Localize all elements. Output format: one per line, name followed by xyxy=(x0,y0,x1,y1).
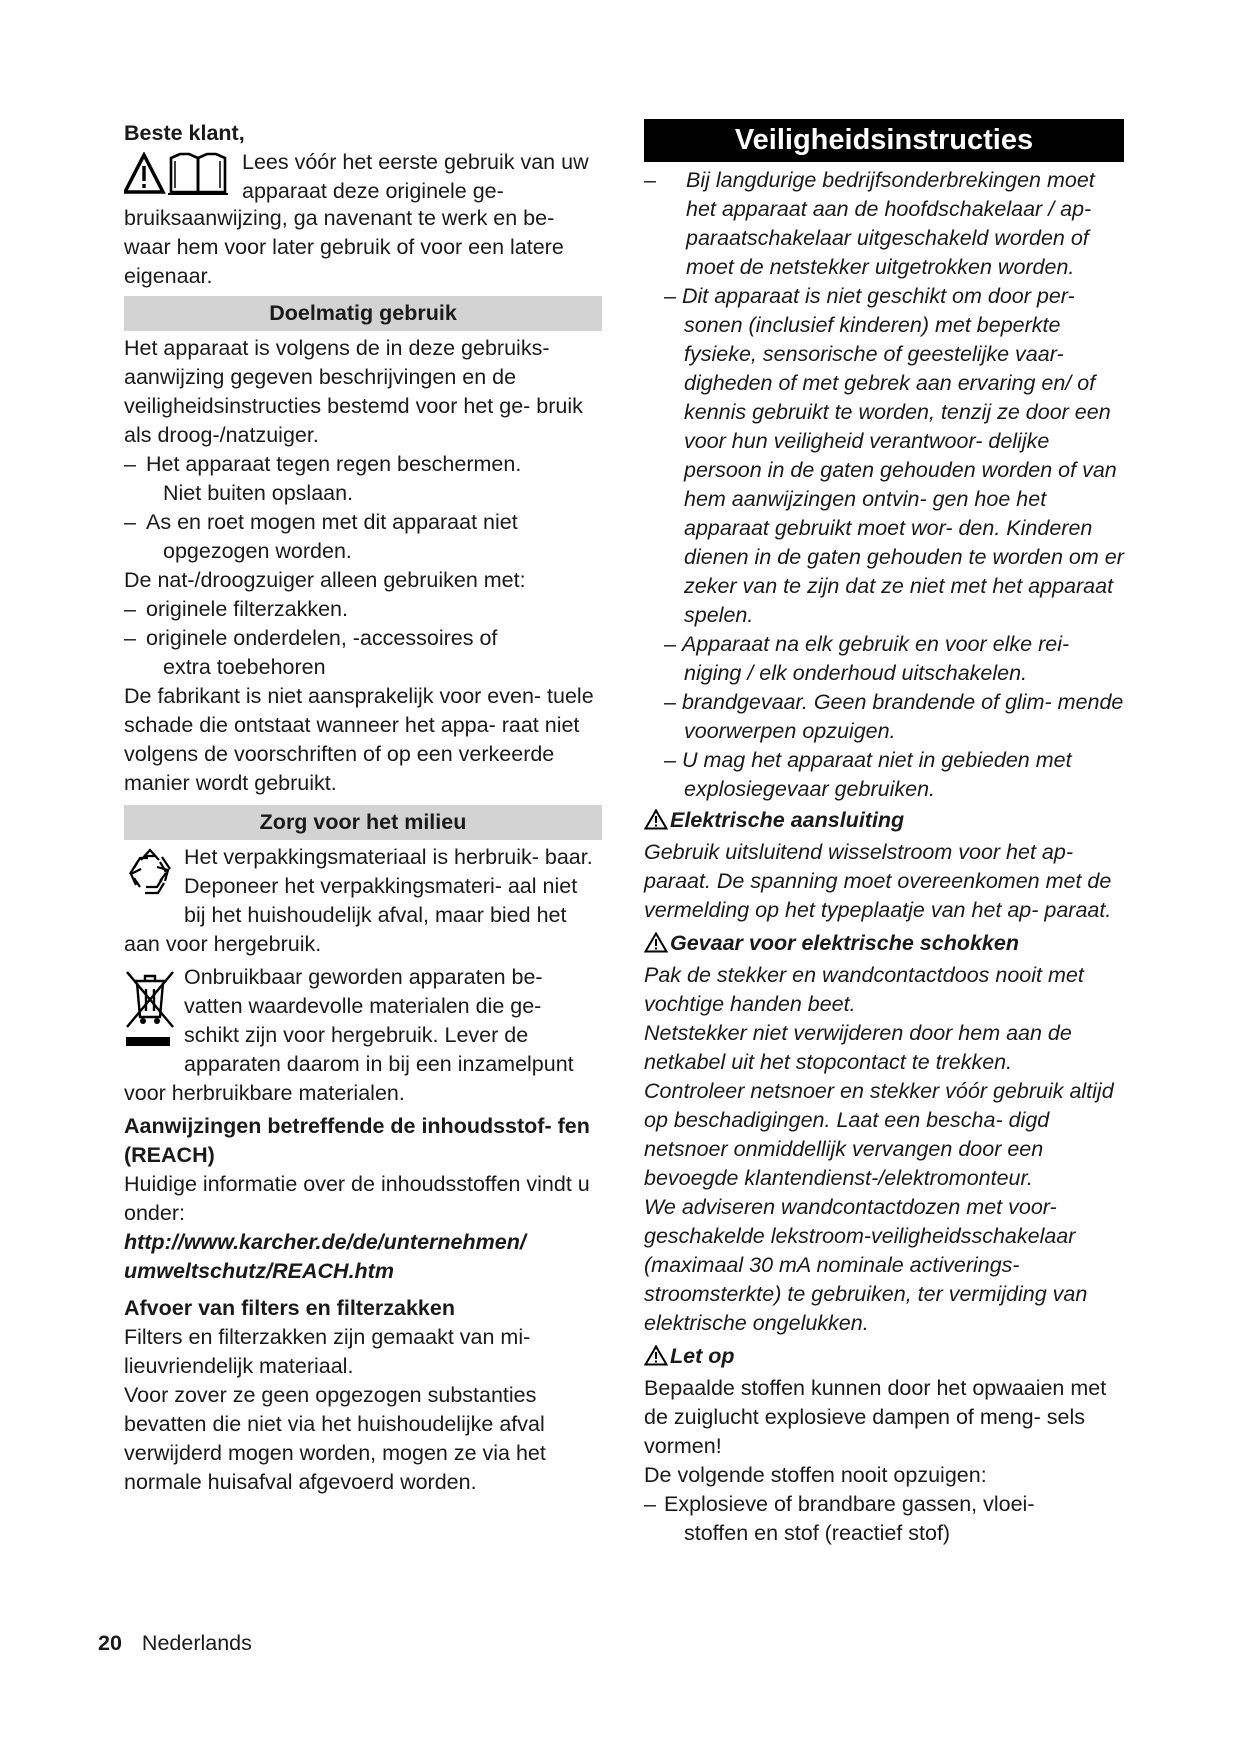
recycle-icon xyxy=(124,847,176,907)
reach-link[interactable]: http://www.karcher.de/de/unternehmen/ umweltschutz/REACH.htm xyxy=(124,1230,526,1283)
intro-text: Lees vóór het eerste gebruik van uw apparaat deze originele ge- xyxy=(242,150,589,203)
shock-text-2: Netstekker niet verwijderen door hem aan de netkabel uit het stopcontact te trekken. xyxy=(644,1021,1072,1074)
use-with-text: De nat-/droogzuiger alleen gebruiken met: xyxy=(124,568,526,592)
left-column xyxy=(124,119,602,1497)
weee-bin-icon xyxy=(124,969,176,1057)
electric-heading: Elektrische aansluiting xyxy=(644,806,1124,838)
list-item: – Het apparaat tegen regen beschermen. Niet buiten opslaan. xyxy=(124,452,522,505)
intro-block xyxy=(124,148,602,291)
list-item: – Bij langdurige bedrijfsonderbrekingen moet het apparaat aan de hoofdschakelaar / ap- paraatschakelaar uitgeschakeld worden of moet de netstekker uitgetrokken worden. xyxy=(644,168,1095,279)
reach-text: Huidige informatie over de inhoudsstoffen vindt u onder: xyxy=(124,1172,590,1225)
devices-block xyxy=(124,963,602,1108)
packaging-text: Het verpakkingsmateriaal is herbruik- baar. Deponeer het verpakkingsmateri- aal niet bij het huishoudelijk afval, maar bied het aan voor hergebruik. xyxy=(124,845,593,956)
shock-text-4: We adviseren wandcontactdozen met voor- geschakelde lekstroom-veiligheidsschakelaar (maximaal 30 mA nominale activerings- stroomsterkte) te gebruiken, ter vermijding van elektrische ongelukken. xyxy=(644,1195,1088,1335)
footer-language: Nederlands xyxy=(141,1631,252,1655)
list-item: – brandgevaar. Geen brandende of glim- mende voorwerpen opzuigen. xyxy=(664,690,1124,743)
shock-text-3: Controleer netsnoer en stekker vóór gebruik altijd op beschadigingen. Laat een bescha- digd netsnoer onmiddellijk vervangen door een bevoegde klantendienst-/elektromonteur. xyxy=(644,1079,1114,1190)
right-column xyxy=(644,119,1124,1548)
warning-icon xyxy=(644,1345,668,1374)
list-item: – originele onderdelen, -accessoires of extra toebehoren xyxy=(124,626,498,679)
intro-text-rest: bruiksaanwijzing, ga navenant te werk en be- waar hem voor later gebruik of voor een latere eigenaar. xyxy=(124,206,564,288)
section-header-intended-use: Doelmatig gebruik xyxy=(124,296,602,331)
shock-heading: Gevaar voor elektrische schokken xyxy=(644,929,1124,961)
packaging-block xyxy=(124,843,602,959)
filters-text-1: Filters en filterzakken zijn gemaakt van mi- lieuvriendelijk materiaal. xyxy=(124,1325,531,1378)
filters-heading: Afvoer van filters en filterzakken xyxy=(124,1296,455,1320)
caution-text-2: De volgende stoffen nooit opzuigen: xyxy=(644,1463,987,1487)
warning-icon xyxy=(644,932,668,961)
safety-list xyxy=(644,166,1124,804)
warning-icon xyxy=(644,809,668,838)
reach-heading: Aanwijzingen betreffende de inhoudsstof- fen (REACH) xyxy=(124,1114,590,1167)
shock-text-1: Pak de stekker en wandcontactdoos nooit met vochtige handen beet. xyxy=(644,963,1084,1016)
liability-text: De fabrikant is niet aansprakelijk voor even- tuele schade die ontstaat wanneer het appa- raat niet volgens de voorschriften of op een verkeerde manier wordt gebruikt. xyxy=(124,684,594,795)
warning-manual-icon xyxy=(124,152,234,204)
list-item: – Apparaat na elk gebruik en voor elke rei- niging / elk onderhoud uitschakelen. xyxy=(664,632,1070,685)
page-footer xyxy=(98,1629,252,1658)
list-item: – U mag het apparaat niet in gebieden met explosiegevaar gebruiken. xyxy=(664,748,1072,801)
list-item: – Explosieve of brandbare gassen, vloei- stoffen en stof (reactief stof) xyxy=(644,1492,1035,1545)
caution-text-1: Bepaalde stoffen kunnen door het opwaaien met de zuiglucht explosieve dampen of meng- sels vormen! xyxy=(644,1376,1107,1458)
greeting: Beste klant, xyxy=(124,121,245,145)
list-item: – Dit apparaat is niet geschikt om door per- sonen (inclusief kinderen) met beperkte fysieke, sensorische of geestelijke vaar- digheden of met gebrek aan ervaring en/ of kennis gebruikt te worden, tenzij ze door een voor hun veiligheid verantwoor- delijke persoon in de gaten gehouden worden of van hem aanwijzingen ontvin- gen hoe het apparaat gebruikt moet wor- den. Kinderen dienen in de gaten gehouden te worden om er zeker van te zijn dat ze niet met het apparaat spelen. xyxy=(664,284,1124,627)
electric-text: Gebruik uitsluitend wisselstroom voor het ap- paraat. De spanning moet overeenkomen met de vermelding op het typeplaatje van het ap- paraat. xyxy=(644,840,1112,922)
intended-use-text: Het apparaat is volgens de in deze gebruiks- aanwijzing gegeven beschrijvingen en de veiligheidsinstructies bestemd voor het ge- bruik als droog-/natzuiger. xyxy=(124,336,583,447)
page-number: 20 xyxy=(98,1631,122,1655)
safety-title: Veiligheidsinstructies xyxy=(644,119,1124,162)
list-item: – originele filterzakken. xyxy=(124,597,348,621)
filters-text-2: Voor zover ze geen opgezogen substanties bevatten die niet via het huishoudelijke afval verwijderd mogen worden, mogen ze via het normale huisafval afgevoerd worden. xyxy=(124,1383,546,1494)
section-header-environment: Zorg voor het milieu xyxy=(124,805,602,840)
list-item: – As en roet mogen met dit apparaat niet opgezogen worden. xyxy=(124,510,518,563)
devices-text: Onbruikbaar geworden apparaten be- vatten waardevolle materialen die ge- schikt zijn voor hergebruik. Lever de apparaten daarom in bij een inzamelpunt voor herbruikbare materialen. xyxy=(124,965,574,1105)
caution-heading: Let op xyxy=(644,1342,1124,1374)
